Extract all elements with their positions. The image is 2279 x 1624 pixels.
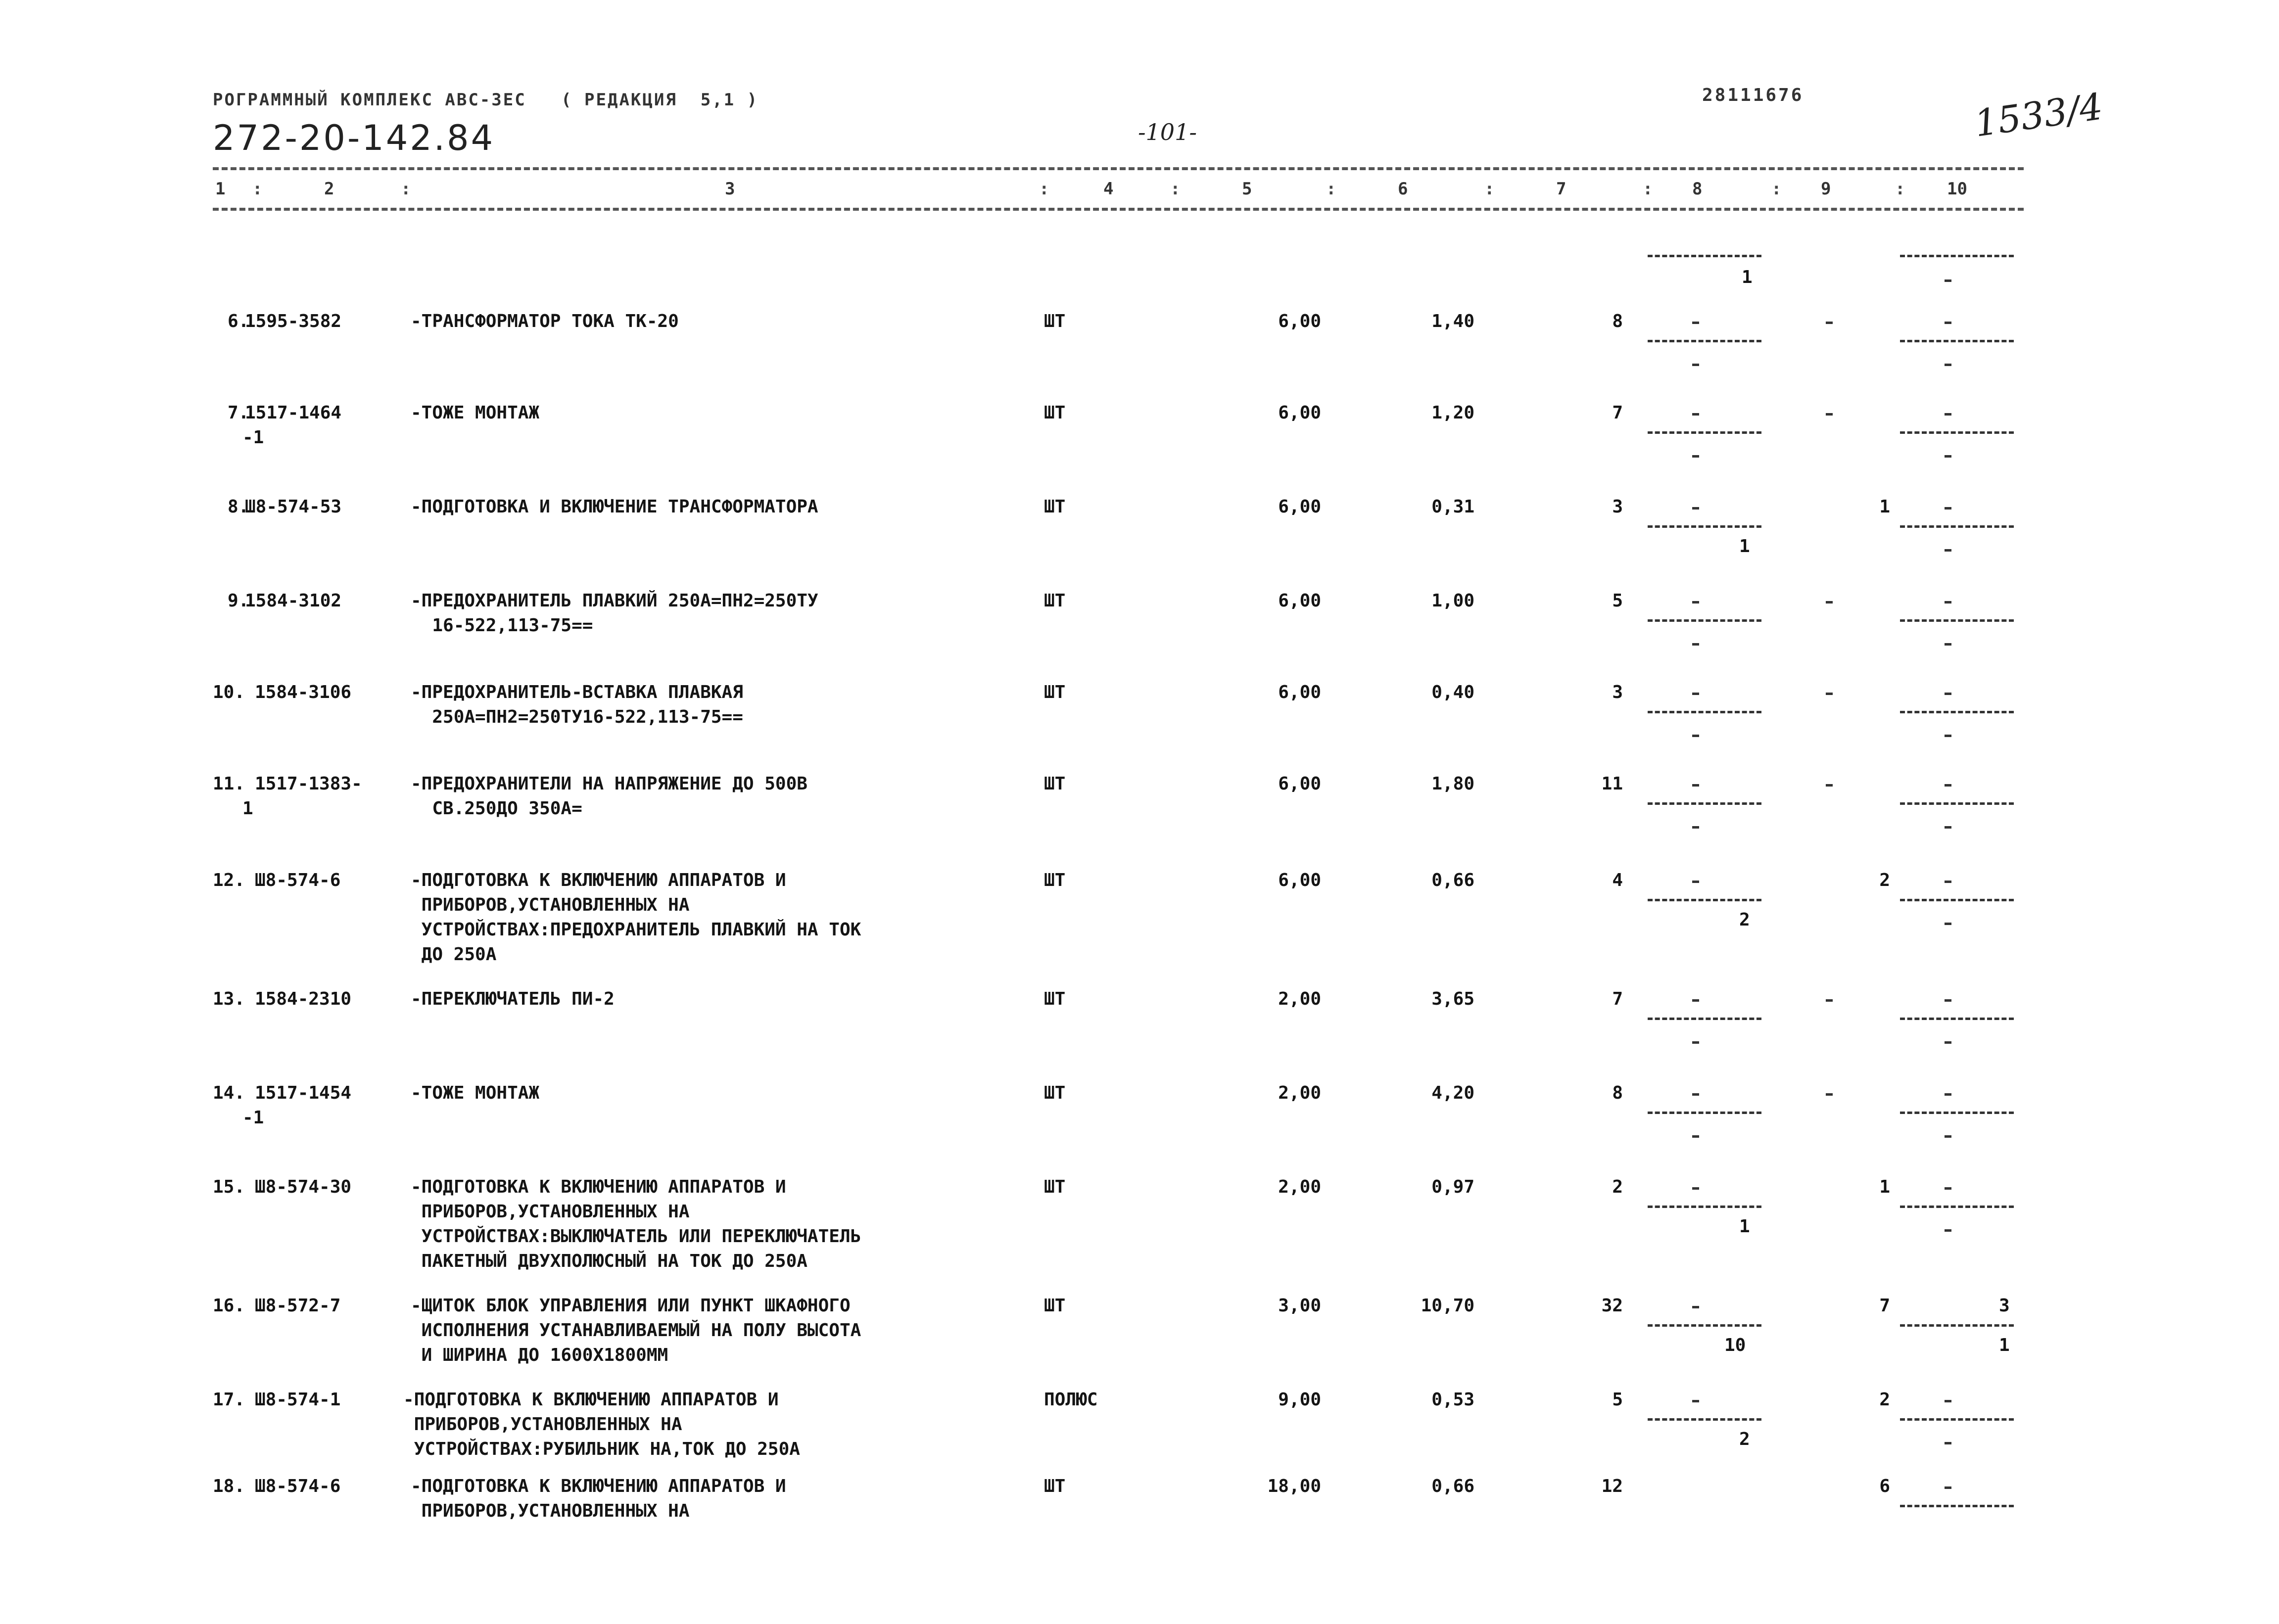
col10-numerator-dash (1945, 601, 1951, 603)
row-quantity: 18,00 (1267, 1476, 1321, 1496)
page-number: -101- (1138, 119, 1197, 145)
row-col8-value: 8 (1612, 1083, 1623, 1103)
column-separator: : (1484, 179, 1495, 199)
row-number: 7. (228, 403, 249, 423)
row-price: 0,53 (1431, 1390, 1474, 1410)
fraction-bar (1900, 1505, 2014, 1507)
col8-denominator-dash (1692, 364, 1699, 366)
row-price: 0,97 (1431, 1177, 1474, 1197)
fraction-bar (1648, 802, 1761, 805)
col9-dash (1826, 999, 1833, 1002)
column-separator: : (1771, 179, 1782, 199)
col10-numerator-dash (1945, 881, 1951, 883)
col8-denominator-dash (1692, 826, 1699, 829)
row-price: 0,66 (1431, 1476, 1474, 1496)
row-code: 1584-3106 (255, 682, 352, 702)
row-name: -ТРАНСФОРМАТОР ТОКА ТК-20 (411, 311, 679, 331)
col8-numerator-dash (1692, 784, 1699, 787)
col10-denominator-dash (1945, 826, 1951, 829)
col8-denominator: 1 (1739, 1216, 1750, 1237)
col10-denominator-dash (1945, 1442, 1951, 1444)
row-code-suffix: -1 (242, 1108, 264, 1128)
col9-dash (1826, 1093, 1833, 1096)
col10-denominator-dash (1945, 643, 1951, 646)
row-quantity: 6,00 (1278, 774, 1321, 794)
row-col8-value: 5 (1612, 591, 1623, 611)
row-price: 0,31 (1431, 497, 1474, 517)
col8-numerator-dash (1692, 322, 1699, 324)
row-code: 1517-1464 (245, 403, 342, 423)
col8-denominator: 1 (1739, 536, 1750, 557)
fraction-bar (1900, 340, 2014, 342)
fraction-bar (1900, 525, 2014, 528)
row-code: Ш8-574-6 (255, 1476, 341, 1496)
col8-denominator: 2 (1739, 910, 1750, 930)
row-col8-value: 12 (1601, 1476, 1623, 1496)
fraction-bar (1648, 340, 1761, 342)
row-col8-value: 32 (1601, 1296, 1623, 1316)
fraction-bar (1900, 1018, 2014, 1020)
row-name: -ПОДГОТОВКА И ВКЛЮЧЕНИЕ ТРАНСФОРМАТОРА (411, 497, 818, 517)
row-name: -ТОЖЕ МОНТАЖ (411, 403, 540, 423)
row-price: 1,80 (1431, 774, 1474, 794)
row-quantity: 6,00 (1278, 870, 1321, 890)
column-header-3: 3 (725, 179, 735, 199)
row-number: 9. (228, 591, 249, 611)
col8-numerator-dash (1692, 693, 1699, 695)
row-code: 1517-1383- (255, 774, 362, 794)
col10-denominator-dash (1945, 364, 1951, 366)
fraction-bar (1648, 525, 1761, 528)
fraction-bar (1900, 802, 2014, 805)
col10-denominator: 1 (1999, 1335, 2010, 1355)
row-name: -ПОДГОТОВКА К ВКЛЮЧЕНИЮ АППАРАТОВ И ПРИБОРОВ,УСТАНОВЛЕННЫХ НА (411, 1476, 786, 1521)
col8-numerator-dash (1692, 601, 1699, 603)
row-price: 4,20 (1431, 1083, 1474, 1103)
col10-denominator-dash (1945, 923, 1951, 925)
column-separator: : (1039, 179, 1049, 199)
document-number: 272-20-142.84 (213, 118, 495, 158)
row-number: 12. (213, 870, 245, 890)
row-price: 1,40 (1431, 311, 1474, 331)
row-name: -ТОЖЕ МОНТАЖ (411, 1083, 540, 1103)
fraction-bar (1648, 1206, 1761, 1208)
col8-denominator-dash (1692, 1135, 1699, 1138)
row-code: Ш8-574-1 (255, 1390, 341, 1410)
column-header-6: 6 (1398, 179, 1408, 199)
col8-denominator-dash (1692, 735, 1699, 737)
row-col9-value: 7 (1879, 1296, 1890, 1316)
col10-numerator-dash (1945, 999, 1951, 1002)
fraction-bar (1648, 1324, 1761, 1327)
row-code: 1584-2310 (255, 989, 352, 1009)
row-name: -ПОДГОТОВКА К ВКЛЮЧЕНИЮ АППАРАТОВ И ПРИБОРОВ,УСТАНОВЛЕННЫХ НА УСТРОЙСТВАХ:РУБИЛЬНИК НА,ТОК ДО 250А (403, 1390, 800, 1459)
col8-numerator-dash (1692, 1400, 1699, 1402)
fraction-bar (1900, 1324, 2014, 1327)
column-separator: : (1170, 179, 1181, 199)
col8-denominator: 2 (1739, 1429, 1750, 1449)
row-unit: ШТ (1044, 682, 1066, 702)
row-quantity: 6,00 (1278, 311, 1321, 331)
row-price: 1,00 (1431, 591, 1474, 611)
column-header-2: 2 (324, 179, 334, 199)
col8-numerator-dash (1692, 1093, 1699, 1096)
row-number: 13. (213, 989, 245, 1009)
fraction-bar (1648, 431, 1761, 434)
col9-dash (1826, 413, 1833, 416)
row-unit: ШТ (1044, 774, 1066, 794)
row-price: 10,70 (1421, 1296, 1474, 1316)
row-code: 1584-3102 (245, 591, 342, 611)
row-col8-value: 5 (1612, 1390, 1623, 1410)
row-number: 17. (213, 1390, 245, 1410)
column-separator: : (401, 179, 411, 199)
fraction-bar (1900, 711, 2014, 713)
row-unit: ШТ (1044, 1476, 1066, 1496)
col10-numerator: 3 (1999, 1296, 2010, 1316)
col10-numerator-dash (1945, 693, 1951, 695)
col10-numerator-dash (1945, 1400, 1951, 1402)
row-col8-value: 3 (1612, 497, 1623, 517)
col10-numerator-dash (1945, 1093, 1951, 1096)
col8-denominator-dash (1692, 455, 1699, 458)
row-price: 0,66 (1431, 870, 1474, 890)
row-quantity: 6,00 (1278, 497, 1321, 517)
row-col9-value: 2 (1879, 1390, 1890, 1410)
column-header-9: 9 (1821, 179, 1831, 199)
col10-numerator-dash (1945, 322, 1951, 324)
col8-numerator-dash (1692, 1187, 1699, 1190)
col10-denominator-dash (1945, 455, 1951, 458)
fraction-bar (1648, 1112, 1761, 1114)
row-code: Ш8-574-6 (255, 870, 341, 890)
row-col9-value: 1 (1879, 497, 1890, 517)
fraction-bar (1648, 899, 1761, 901)
col8-numerator-dash (1692, 413, 1699, 416)
handwritten-sheet-number: 1533/4 (1972, 85, 2106, 145)
row-name: -ПРЕДОХРАНИТЕЛЬ-ВСТАВКА ПЛАВКАЯ 250А=ПН2=250ТУ16-522,113-75== (411, 682, 743, 727)
row-col9-value: 2 (1879, 870, 1890, 890)
col8-denominator-dash (1692, 1041, 1699, 1044)
fraction-bar (1900, 619, 2014, 622)
row-name: -ЩИТОК БЛОК УПРАВЛЕНИЯ ИЛИ ПУНКТ ШКАФНОГО ИСПОЛНЕНИЯ УСТАНАВЛИВАЕМЫЙ НА ПОЛУ ВЫСОТА И ШИРИНА ДО 1600Х1800ММ (411, 1296, 861, 1365)
row-col8-value: 4 (1612, 870, 1623, 890)
row-price: 1,20 (1431, 403, 1474, 423)
col10-denominator-dash (1945, 1229, 1951, 1232)
row-unit: ШТ (1044, 311, 1066, 331)
row-quantity: 6,00 (1278, 591, 1321, 611)
fraction-bar (1900, 1206, 2014, 1208)
col10-denominator-dash (1945, 1041, 1951, 1044)
row-quantity: 6,00 (1278, 403, 1321, 423)
row-code: 1595-3582 (245, 311, 342, 331)
row-name: -ПОДГОТОВКА К ВКЛЮЧЕНИЮ АППАРАТОВ И ПРИБОРОВ,УСТАНОВЛЕННЫХ НА УСТРОЙСТВАХ:ПРЕДОХРАНИТЕЛЬ ПЛАВКИЙ НА ТОК ДО 250А (411, 870, 861, 965)
row-col9-value: 1 (1879, 1177, 1890, 1197)
row-unit: ШТ (1044, 497, 1066, 517)
row-col8-value: 7 (1612, 403, 1623, 423)
row-name: -ПОДГОТОВКА К ВКЛЮЧЕНИЮ АППАРАТОВ И ПРИБОРОВ,УСТАНОВЛЕННЫХ НА УСТРОЙСТВАХ:ВЫКЛЮЧАТЕЛЬ ИЛИ ПЕРЕКЛЮЧАТЕЛЬ ПАКЕТНЫЙ ДВУХПОЛЮСНЫЙ НА ТОК ДО 250А (411, 1177, 861, 1271)
fraction-bar (1648, 1418, 1761, 1421)
col10-denominator-dash (1945, 549, 1951, 552)
col10-denominator-dash (1945, 1135, 1951, 1138)
column-header-4: 4 (1103, 179, 1114, 199)
row-col8-value: 11 (1601, 774, 1623, 794)
row-quantity: 2,00 (1278, 989, 1321, 1009)
row-name: -ПРЕДОХРАНИТЕЛИ НА НАПРЯЖЕНИЕ ДО 500В СВ.250ДО 350А= (411, 774, 807, 819)
col8-numerator-dash (1692, 1306, 1699, 1308)
row-unit: ШТ (1044, 870, 1066, 890)
row-col8-value: 3 (1612, 682, 1623, 702)
row-price: 3,65 (1431, 989, 1474, 1009)
fraction-bar (1648, 1018, 1761, 1020)
row-col8-value: 7 (1612, 989, 1623, 1009)
column-separator: : (1326, 179, 1336, 199)
row-unit: ШТ (1044, 1177, 1066, 1197)
row-name: -ПЕРЕКЛЮЧАТЕЛЬ ПИ-2 (411, 989, 615, 1009)
col9-dash (1826, 601, 1833, 603)
fraction-bar (1900, 1112, 2014, 1114)
fraction-denominator: 1 (1742, 267, 1753, 287)
row-unit: ШТ (1044, 591, 1066, 611)
document-code: 28111676 (1702, 85, 1804, 105)
row-quantity: 6,00 (1278, 682, 1321, 702)
row-quantity: 2,00 (1278, 1083, 1321, 1103)
row-quantity: 9,00 (1278, 1390, 1321, 1410)
program-header: РОГРАММНЫЙ КОМПЛЕКС АВС-3ЕС ( РЕДАКЦИЯ 5,1 ) (213, 90, 759, 110)
column-header-1: 1 (215, 179, 226, 199)
col8-numerator-dash (1692, 999, 1699, 1002)
header-rule-bottom (213, 208, 2024, 211)
column-separator: : (252, 179, 263, 199)
row-name: -ПРЕДОХРАНИТЕЛЬ ПЛАВКИЙ 250А=ПН2=250ТУ 16-522,113-75== (411, 591, 818, 636)
fraction-bar (1900, 431, 2014, 434)
fraction-bar (1900, 255, 2014, 257)
col8-numerator-dash (1692, 881, 1699, 883)
col10-numerator-dash (1945, 1187, 1951, 1190)
fraction-denominator-dash (1945, 279, 1951, 282)
row-number: 18. (213, 1476, 245, 1496)
row-code: Ш8-574-53 (245, 497, 342, 517)
col10-denominator-dash (1945, 735, 1951, 737)
row-number: 15. (213, 1177, 245, 1197)
fraction-bar (1900, 1418, 2014, 1421)
fraction-bar (1900, 899, 2014, 901)
column-header-5: 5 (1242, 179, 1252, 199)
row-unit: ШТ (1044, 989, 1066, 1009)
col8-denominator: 10 (1724, 1335, 1746, 1355)
row-code: Ш8-574-30 (255, 1177, 352, 1197)
row-number: 10. (213, 682, 245, 702)
row-number: 6. (228, 311, 249, 331)
row-number: 14. (213, 1083, 245, 1103)
col10-numerator-dash (1945, 413, 1951, 416)
row-number: 11. (213, 774, 245, 794)
row-number: 16. (213, 1296, 245, 1316)
col10-numerator-dash (1945, 784, 1951, 787)
col9-dash (1826, 693, 1833, 695)
row-code-suffix: -1 (242, 427, 264, 448)
row-col8-value: 8 (1612, 311, 1623, 331)
col8-numerator-dash (1692, 507, 1699, 510)
column-separator: : (1643, 179, 1653, 199)
row-price: 0,40 (1431, 682, 1474, 702)
row-quantity: 2,00 (1278, 1177, 1321, 1197)
fraction-bar (1648, 711, 1761, 713)
col8-denominator-dash (1692, 643, 1699, 646)
row-number: 8. (228, 497, 249, 517)
header-rule-top (213, 167, 2024, 170)
fraction-bar (1648, 255, 1761, 257)
col10-numerator-dash (1945, 507, 1951, 510)
col9-dash (1826, 322, 1833, 324)
row-col9-value: 6 (1879, 1476, 1890, 1496)
row-code: 1517-1454 (255, 1083, 352, 1103)
row-unit: ШТ (1044, 1083, 1066, 1103)
row-unit: ШТ (1044, 403, 1066, 423)
col9-dash (1826, 784, 1833, 787)
row-code-suffix: 1 (242, 798, 253, 819)
col10-numerator-dash (1945, 1486, 1951, 1489)
row-col8-value: 2 (1612, 1177, 1623, 1197)
row-unit: ПОЛЮС (1044, 1390, 1098, 1410)
row-unit: ШТ (1044, 1296, 1066, 1316)
row-quantity: 3,00 (1278, 1296, 1321, 1316)
column-header-10: 10 (1947, 179, 1967, 199)
fraction-bar (1648, 619, 1761, 622)
row-code: Ш8-572-7 (255, 1296, 341, 1316)
column-header-7: 7 (1556, 179, 1567, 199)
column-separator: : (1895, 179, 1905, 199)
column-header-8: 8 (1692, 179, 1703, 199)
